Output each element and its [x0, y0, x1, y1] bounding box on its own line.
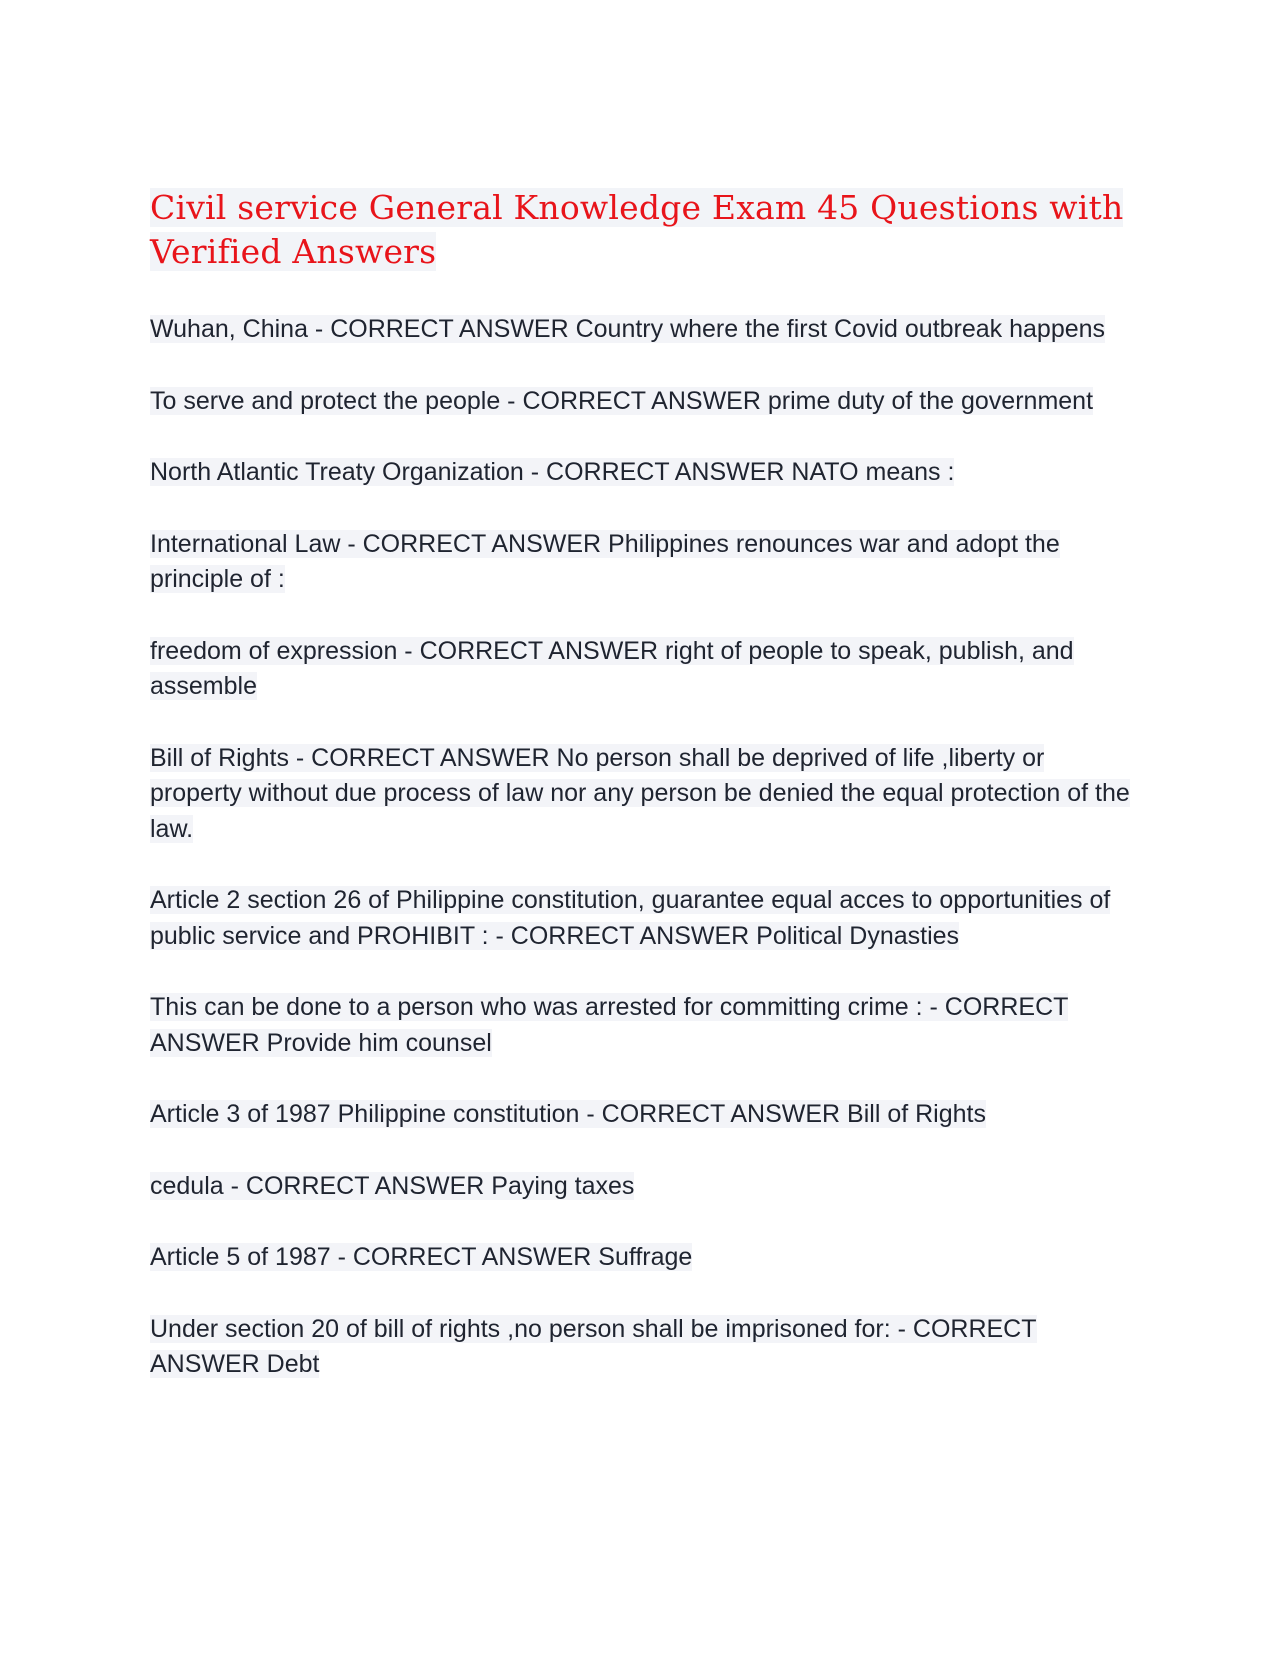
qa-item: [150, 1240, 1130, 1276]
qa-item: [150, 1312, 1130, 1383]
qa-item-text: This can be done to a person who was arrested for committing crime : - CORRECT ANSWER Provide him counsel: [150, 993, 1069, 1057]
qa-item-text: Article 2 section 26 of Philippine constitution, guarantee equal acces to opportunities of public service and PROHIBIT : - CORRECT ANSWER Political Dynasties: [150, 886, 1111, 950]
qa-item-text: Wuhan, China - CORRECT ANSWER Country where the first Covid outbreak happens: [150, 315, 1106, 343]
qa-item: [150, 990, 1130, 1061]
qa-item: [150, 312, 1130, 348]
qa-item-text: Bill of Rights - CORRECT ANSWER No person shall be deprived of life ,liberty or property without due process of law nor any person be denied the equal protection of the law.: [150, 743, 1130, 843]
qa-item-text: Article 5 of 1987 - CORRECT ANSWER Suffrage: [150, 1243, 693, 1271]
qa-item-text: cedula - CORRECT ANSWER Paying taxes: [150, 1171, 635, 1200]
qa-item: [150, 384, 1130, 420]
qa-item: [150, 741, 1130, 848]
qa-item: [150, 527, 1130, 598]
qa-item-text: North Atlantic Treaty Organization - CORRECT ANSWER NATO means :: [150, 458, 955, 486]
document-title-text: Civil service General Knowledge Exam 45 Questions with Verified Answers: [150, 188, 1124, 271]
qa-item: [150, 883, 1130, 954]
qa-item: [150, 455, 1130, 491]
qa-item-text: Article 3 of 1987 Philippine constitution - CORRECT ANSWER Bill of Rights: [150, 1100, 986, 1128]
qa-list: [150, 312, 1130, 1383]
qa-item: [150, 1097, 1130, 1133]
qa-item-text: Under section 20 of bill of rights ,no person shall be imprisoned for: - CORRECT ANSWER Debt: [150, 1314, 1037, 1378]
qa-item: [150, 634, 1130, 705]
qa-item-text: To serve and protect the people - CORRECT ANSWER prime duty of the government: [150, 386, 1094, 415]
qa-item-text: International Law - CORRECT ANSWER Philippines renounces war and adopt the principle of :: [150, 529, 1060, 593]
document-title: [150, 186, 1130, 274]
document-content: [150, 186, 1130, 1419]
qa-item-text: freedom of expression - CORRECT ANSWER right of people to speak, publish, and assemble: [150, 636, 1074, 700]
qa-item: [150, 1169, 1130, 1205]
